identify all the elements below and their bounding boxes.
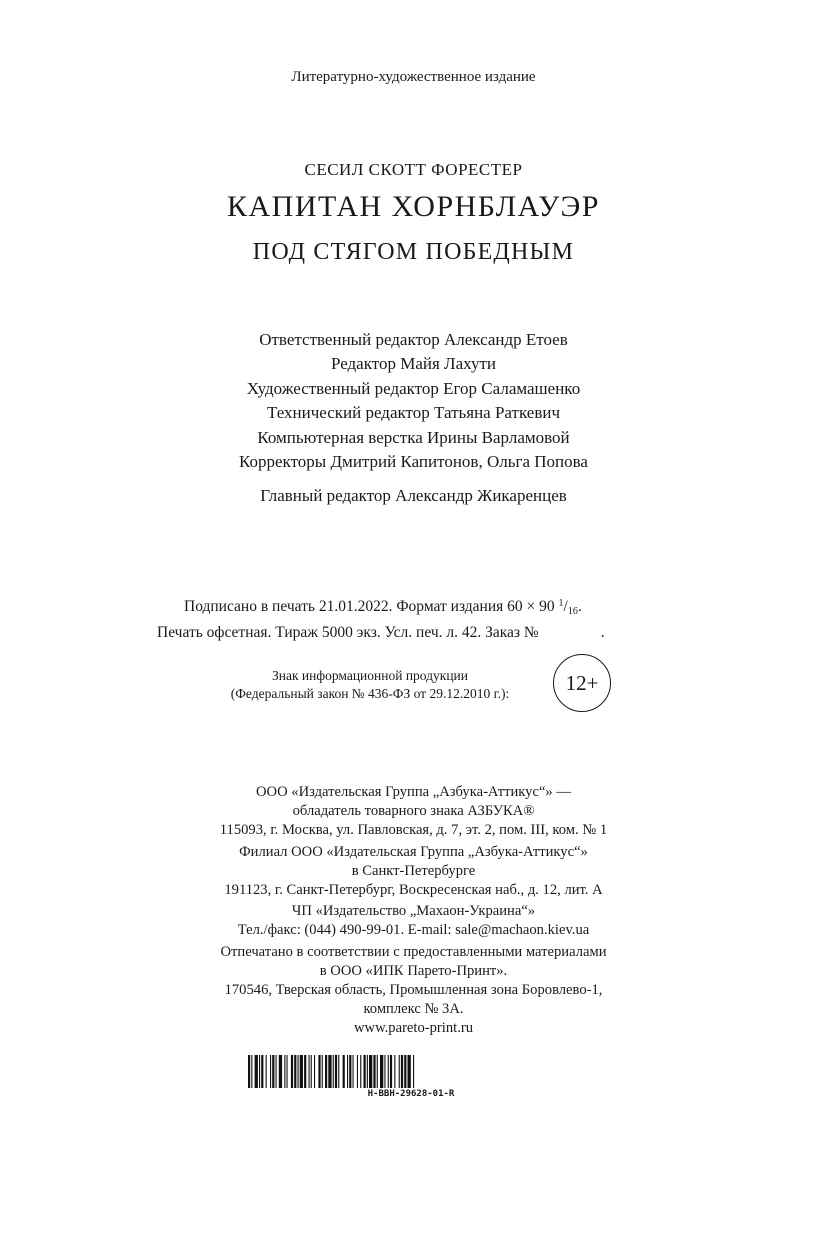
- barcode-bar: [404, 1055, 406, 1088]
- publisher-line: Филиал ООО «Издательская Группа „Азбука-Аттикус“»: [239, 843, 588, 860]
- barcode-bar: [248, 1055, 250, 1088]
- barcode-bar: [298, 1055, 299, 1088]
- fraction-numerator: 1: [558, 598, 564, 609]
- barcode-bar: [276, 1055, 277, 1088]
- barcode-bar: [287, 1055, 288, 1088]
- book-subtitle: ПОД СТЯГОМ ПОБЕДНЫМ: [252, 239, 575, 265]
- publisher-line: 191123, г. Санкт-Петербург, Воскресенская наб., д. 12, лит. А: [224, 881, 603, 898]
- publisher-line: www.pareto-print.ru: [353, 1019, 473, 1036]
- barcode-caption: H-BBH-29628-01-R: [367, 1089, 455, 1099]
- publisher-line: Отпечатано в соответствии с предоставленными материалами: [220, 943, 607, 960]
- publisher-line: комплекс № 3А.: [363, 1000, 464, 1017]
- barcode-bar: [328, 1055, 331, 1088]
- barcode-bar: [357, 1055, 358, 1088]
- age-rating-line-1: Знак информационной продукции: [271, 668, 469, 683]
- barcode-image: [248, 1055, 574, 1088]
- barcode-bar: [309, 1055, 310, 1088]
- publisher-line: ЧП «Издательство „Махаон-Украина“»: [291, 903, 536, 919]
- author-name: СЕСИЛ СКОТТ ФОРЕСТЕР: [304, 160, 523, 179]
- barcode-bar: [259, 1055, 260, 1088]
- publisher-line: ООО «Издательская Группа „Азбука-Аттикус“» —: [256, 784, 571, 800]
- barcode-bar: [388, 1055, 389, 1088]
- publisher-line: 170546, Тверская область, Промышленная зона Боровлево-1,: [224, 981, 603, 998]
- print-info: [157, 593, 677, 643]
- age-rating-badge: [553, 654, 611, 712]
- publisher-line: 115093, г. Москва, ул. Павловская, д. 7, эт. 2, пом. III, ком. № 1: [219, 822, 608, 838]
- print-info-line-2: [157, 622, 677, 643]
- barcode-bar: [300, 1055, 303, 1088]
- publisher-group: [0, 943, 827, 1038]
- barcode-bar: [390, 1055, 392, 1088]
- genre-label: Литературно-художественное издание: [291, 69, 536, 85]
- barcode-bar: [364, 1055, 366, 1088]
- publisher-line: в Санкт-Петербурге: [351, 862, 476, 879]
- barcode-bar: [384, 1055, 385, 1088]
- barcode-bar: [343, 1055, 345, 1088]
- barcode-bar: [322, 1055, 323, 1088]
- publisher-line: в ООО «ИПК Парето-Принт».: [319, 962, 508, 979]
- publisher-line: Тел./факс: (044) 490-99-01. E-mail: sale@machaon.kiev.ua: [237, 922, 590, 938]
- barcode-bar: [255, 1055, 258, 1088]
- age-rating-line-2: (Федеральный закон № 436-ФЗ от 29.12.2010 г.):: [230, 685, 510, 701]
- print-run-text: Печать офсетная. Тираж 5000 экз. Усл. печ. л. 42. Заказ №: [157, 624, 539, 641]
- fraction-denominator: 16: [567, 606, 578, 617]
- barcode-bar: [270, 1055, 271, 1088]
- barcode-bar: [284, 1055, 285, 1088]
- barcode-bar: [291, 1055, 293, 1088]
- chief-editor: Главный редактор Александр Жикаренцев: [260, 486, 567, 505]
- barcode-bar: [333, 1055, 334, 1088]
- barcode-bar: [408, 1055, 411, 1088]
- barcode-bar: [294, 1055, 296, 1088]
- age-rating-notice: [200, 667, 540, 702]
- barcode-bar: [399, 1055, 400, 1088]
- publisher-group: [0, 902, 827, 940]
- barcode-bar: [251, 1055, 252, 1088]
- barcode-bar: [380, 1055, 383, 1088]
- line-end: .: [600, 624, 605, 641]
- barcode-bar: [413, 1055, 414, 1088]
- credit-line: Технический редактор Татьяна Раткевич: [266, 403, 561, 423]
- fraction-slash: /: [563, 598, 568, 615]
- barcode-bar: [266, 1055, 267, 1088]
- barcode-bar: [311, 1055, 312, 1088]
- publisher-info: [0, 783, 827, 1040]
- barcode-bar: [261, 1055, 263, 1088]
- editorial-credits: [0, 328, 827, 474]
- barcode-bar: [369, 1055, 372, 1088]
- book-title: КАПИТАН ХОРНБЛАУЭР: [226, 190, 600, 223]
- barcode-bar: [373, 1055, 375, 1088]
- barcode-bar: [314, 1055, 315, 1088]
- credit-line: Ответственный редактор Александр Етоев: [259, 330, 568, 349]
- print-format-text: Подписано в печать 21.01.2022. Формат издания 60 × 90: [184, 598, 559, 615]
- credit-line: Корректоры Дмитрий Капитонов, Ольга Попова: [239, 452, 588, 472]
- barcode-bar: [377, 1055, 378, 1088]
- credit-line: Компьютерная верстка Ирины Варламовой: [257, 427, 570, 447]
- barcode-bar: [360, 1055, 361, 1088]
- publisher-group: [0, 843, 827, 900]
- barcode-bar: [401, 1055, 403, 1088]
- barcode-bar: [279, 1055, 282, 1088]
- age-rating-value: 12+: [565, 670, 599, 695]
- barcode-bar: [394, 1055, 395, 1088]
- barcode-bar: [338, 1055, 339, 1088]
- publisher-line: обладатель товарного знака АЗБУКА®: [292, 803, 535, 819]
- barcode-bar: [347, 1055, 348, 1088]
- barcode-bar: [318, 1055, 320, 1088]
- credit-line: Художественный редактор Егор Саламашенко: [246, 378, 581, 398]
- barcode-bar: [272, 1055, 274, 1088]
- barcode-bar: [367, 1055, 368, 1088]
- barcode-bar: [353, 1055, 354, 1088]
- barcode-bar: [335, 1055, 337, 1088]
- barcode-bar: [304, 1055, 306, 1088]
- barcode-bar: [325, 1055, 327, 1088]
- line-end: .: [577, 598, 582, 615]
- print-info-line-1: [157, 593, 677, 622]
- publisher-group: [0, 783, 827, 840]
- barcode-bar: [349, 1055, 351, 1088]
- credit-line: Редактор Майя Лахути: [330, 354, 497, 374]
